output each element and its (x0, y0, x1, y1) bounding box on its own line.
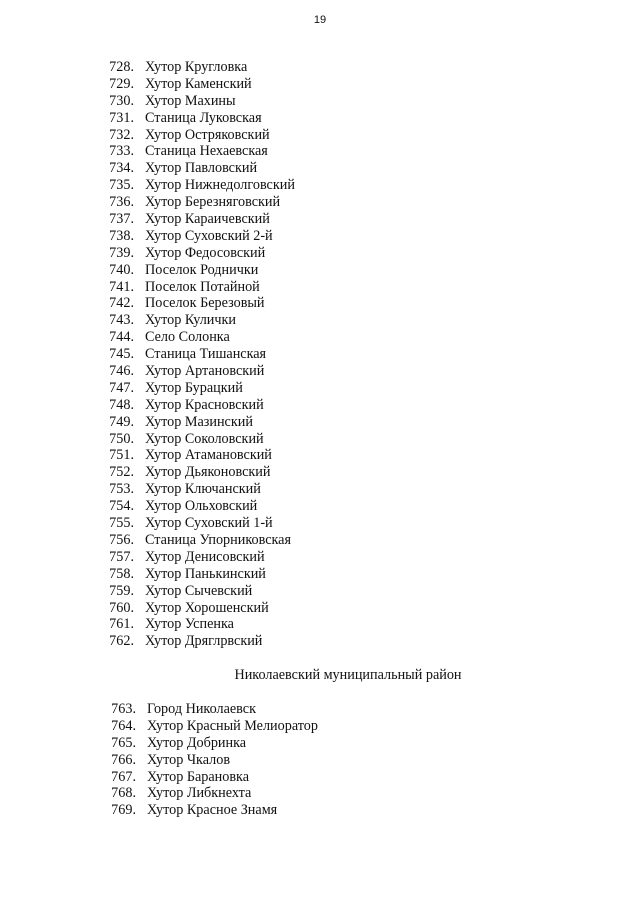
settlement-name: Поселок Роднички (145, 261, 259, 278)
item-number: 748. (109, 396, 134, 413)
item-number: 763. (111, 701, 136, 717)
item-number: 733. (109, 143, 134, 160)
item-number: 741. (109, 278, 134, 295)
settlement-name: Хутор Хорошенский (145, 599, 269, 616)
item-number: 756. (109, 531, 134, 548)
settlement-name: Хутор Панькинский (145, 565, 266, 582)
settlement-name: Хутор Атамановский (145, 447, 272, 464)
settlement-name: Хутор Ольховский (145, 498, 258, 515)
settlement-name: Хутор Караичевский (145, 211, 270, 228)
settlement-name: Хутор Махины (145, 92, 236, 109)
settlement-name: Хутор Ключанский (145, 481, 261, 498)
item-number: 766. (111, 751, 136, 768)
page-number: 19 (313, 14, 327, 26)
settlement-name: Хутор Артановский (145, 363, 265, 380)
settlement-name: Хутор Чкалов (147, 751, 231, 768)
settlement-name: Город Николаевск (147, 701, 256, 717)
settlement-name: Хутор Дряглрвский (145, 633, 263, 650)
item-number: 735. (109, 177, 134, 194)
settlement-name: Хутор Успенка (145, 616, 234, 633)
item-number: 760. (109, 599, 134, 616)
item-number: 757. (109, 548, 134, 565)
item-number: 761. (109, 616, 134, 633)
settlement-name: Хутор Федосовский (145, 244, 266, 261)
item-number: 758. (109, 565, 134, 582)
item-number: 736. (109, 194, 134, 211)
item-number: 764. (111, 717, 136, 734)
item-number: 751. (109, 447, 134, 464)
settlement-name: Хутор Соколовский (145, 430, 264, 447)
settlement-name: Хутор Красновский (145, 396, 264, 413)
item-number: 744. (109, 329, 134, 346)
item-number: 750. (109, 430, 134, 447)
settlement-name: Хутор Кругловка (145, 59, 248, 75)
item-number: 743. (109, 312, 134, 329)
item-number: 730. (109, 92, 134, 109)
item-number: 740. (109, 261, 134, 278)
item-number: 732. (109, 126, 134, 143)
settlement-name: Станица Тишанская (145, 346, 267, 363)
settlement-name: Хутор Каменский (145, 75, 252, 92)
item-number: 767. (111, 768, 136, 785)
item-number: 754. (109, 498, 134, 515)
item-number: 739. (109, 244, 134, 261)
item-number: 755. (109, 515, 134, 532)
item-number: 729. (109, 75, 134, 92)
item-number: 753. (109, 481, 134, 498)
item-number: 731. (109, 109, 134, 126)
item-number: 728. (109, 59, 134, 75)
settlement-name: Хутор Либкнехта (147, 785, 252, 802)
settlement-name: Хутор Красный Мелиоратор (147, 717, 318, 734)
item-number: 749. (109, 413, 134, 430)
settlement-name: Хутор Нижнедолговский (145, 177, 295, 194)
settlement-name: Поселок Березовый (145, 295, 265, 312)
settlement-name: Поселок Потайной (145, 278, 260, 295)
settlement-name: Станица Нехаевская (145, 143, 268, 160)
item-number: 737. (109, 211, 134, 228)
item-number: 747. (109, 379, 134, 396)
settlement-name: Хутор Сычевский (145, 582, 253, 599)
item-number: 765. (111, 734, 136, 751)
item-number: 762. (109, 633, 134, 650)
settlement-name: Хутор Добринка (147, 734, 247, 751)
settlement-name: Хутор Дьяконовский (145, 464, 271, 481)
settlement-name: Хутор Мазинский (145, 413, 253, 430)
item-number: 768. (111, 785, 136, 802)
item-number: 746. (109, 363, 134, 380)
item-number: 759. (109, 582, 134, 599)
settlement-name: Хутор Суховский 1-й (145, 515, 273, 532)
section-heading: Николаевский муниципальный район (234, 667, 462, 683)
settlement-name: Хутор Барановка (147, 768, 250, 785)
settlement-name: Хутор Павловский (145, 160, 258, 177)
settlement-name: Станица Упорниковская (145, 531, 292, 548)
settlement-name: Станица Луковская (145, 109, 262, 126)
item-number: 742. (109, 295, 134, 312)
item-number: 738. (109, 227, 134, 244)
settlement-name: Хутор Денисовский (145, 548, 265, 565)
settlement-name: Хутор Суховский 2-й (145, 227, 273, 244)
item-number: 752. (109, 464, 134, 481)
settlement-name: Хутор Красное Знамя (147, 802, 278, 819)
item-number: 745. (109, 346, 134, 363)
settlement-name: Хутор Березняговский (145, 194, 281, 211)
item-number: 769. (111, 802, 136, 819)
settlement-name: Село Солонка (145, 329, 230, 346)
settlement-name: Хутор Бурацкий (145, 379, 243, 396)
settlement-name: Хутор Кулички (145, 312, 236, 329)
item-number: 734. (109, 160, 134, 177)
settlement-name: Хутор Остряковский (145, 126, 270, 143)
